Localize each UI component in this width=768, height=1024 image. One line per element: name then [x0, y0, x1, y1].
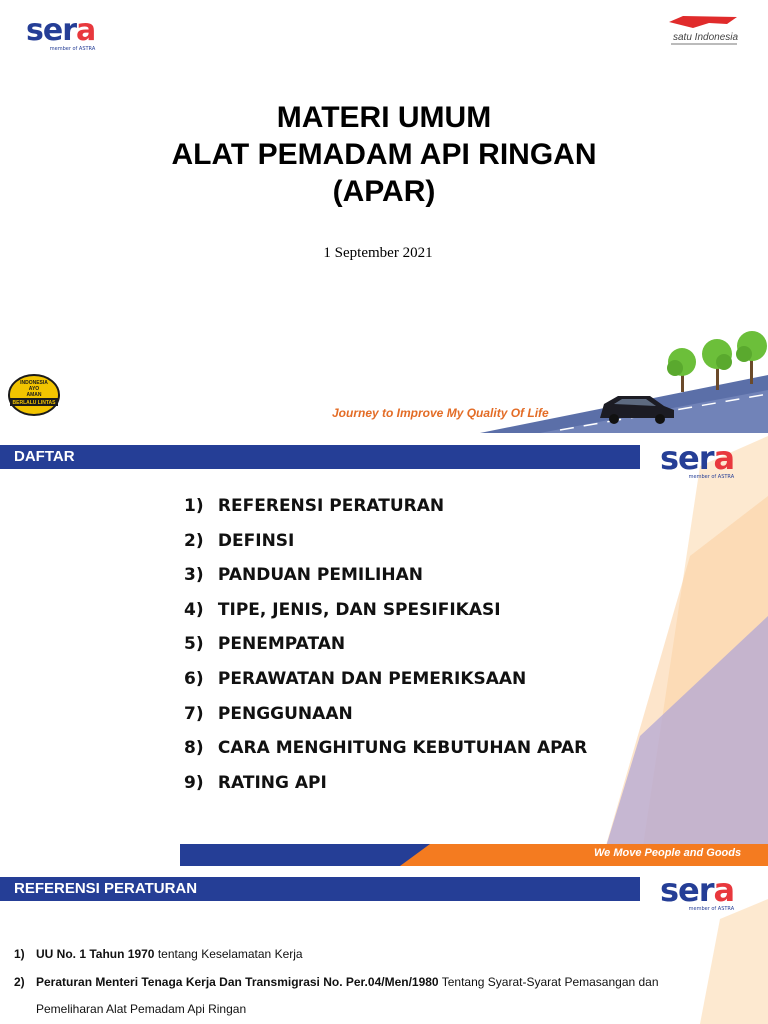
- tagline: Journey to Improve My Quality Of Life: [332, 406, 549, 420]
- list-item: 6) PERAWATAN DAN PEMERIKSAAN: [184, 668, 527, 689]
- ayo-badge-country: INDONESIA: [20, 380, 48, 386]
- footer-slogan: We Move People and Goods: [594, 847, 742, 859]
- list-item: 3) PANDUAN PEMILIHAN: [184, 565, 423, 586]
- tree-icon: [736, 331, 767, 384]
- title-line-2: ALAT PEMADAM API RINGAN: [171, 138, 597, 171]
- agenda-slide: [0, 436, 768, 866]
- list-item: 1) REFERENSI PERATURAN: [184, 496, 445, 516]
- tree-icon: [667, 348, 696, 392]
- slide-header: DAFTAR: [0, 445, 640, 469]
- presentation-date: 1 September 2021: [323, 245, 433, 261]
- title-line-3: (APAR): [332, 175, 436, 208]
- sera-logo: sera member of ASTRA: [660, 871, 735, 912]
- ayo-badge-aman: AMAN: [26, 392, 42, 398]
- ayo-badge-berlalu: BERLALU LINTAS: [12, 400, 56, 406]
- list-item: 5) PENEMPATAN: [184, 634, 346, 655]
- title-slide: [0, 0, 768, 433]
- list-item: 8) CARA MENGHITUNG KEBUTUHAN APAR: [184, 738, 588, 759]
- list-item: 9) RATING API: [184, 772, 327, 793]
- ayo-badge-ayo: AYO: [28, 386, 40, 392]
- ayo-aman-berlalu-lintas-badge: [8, 374, 60, 416]
- title-line-1: MATERI UMUM: [276, 101, 492, 134]
- list-item: 4) TIPE, JENIS, DAN SPESIFIKASI: [184, 599, 501, 620]
- list-item: 7) PENGGUNAAN: [184, 703, 353, 724]
- satu-indonesia-text: satu Indonesia: [673, 32, 739, 43]
- agenda-list: [184, 496, 587, 807]
- tree-icon: [702, 339, 732, 390]
- slide-header: REFERENSI PERATURAN: [0, 877, 640, 901]
- sera-logo: sera member of ASTRA: [26, 13, 96, 52]
- references-slide: REFERENSI PERATURAN sera member of ASTRA 1) UU No. 1 Tahun 1970 tentang Keselamatan Kerja 2) Peraturan Menteri Tenaga Kerja Dan Transmigrasi No. Per.04/Men/1980 Tentang Syarat-Syarat Pemasangan dan Pemeliharan Alat Pemadam Api Ringan: [0, 869, 768, 1024]
- list-item: 2) DEFINSI: [184, 530, 295, 551]
- sera-logo: sera member of ASTRA: [660, 439, 735, 480]
- satu-indonesia-logo: [663, 14, 741, 50]
